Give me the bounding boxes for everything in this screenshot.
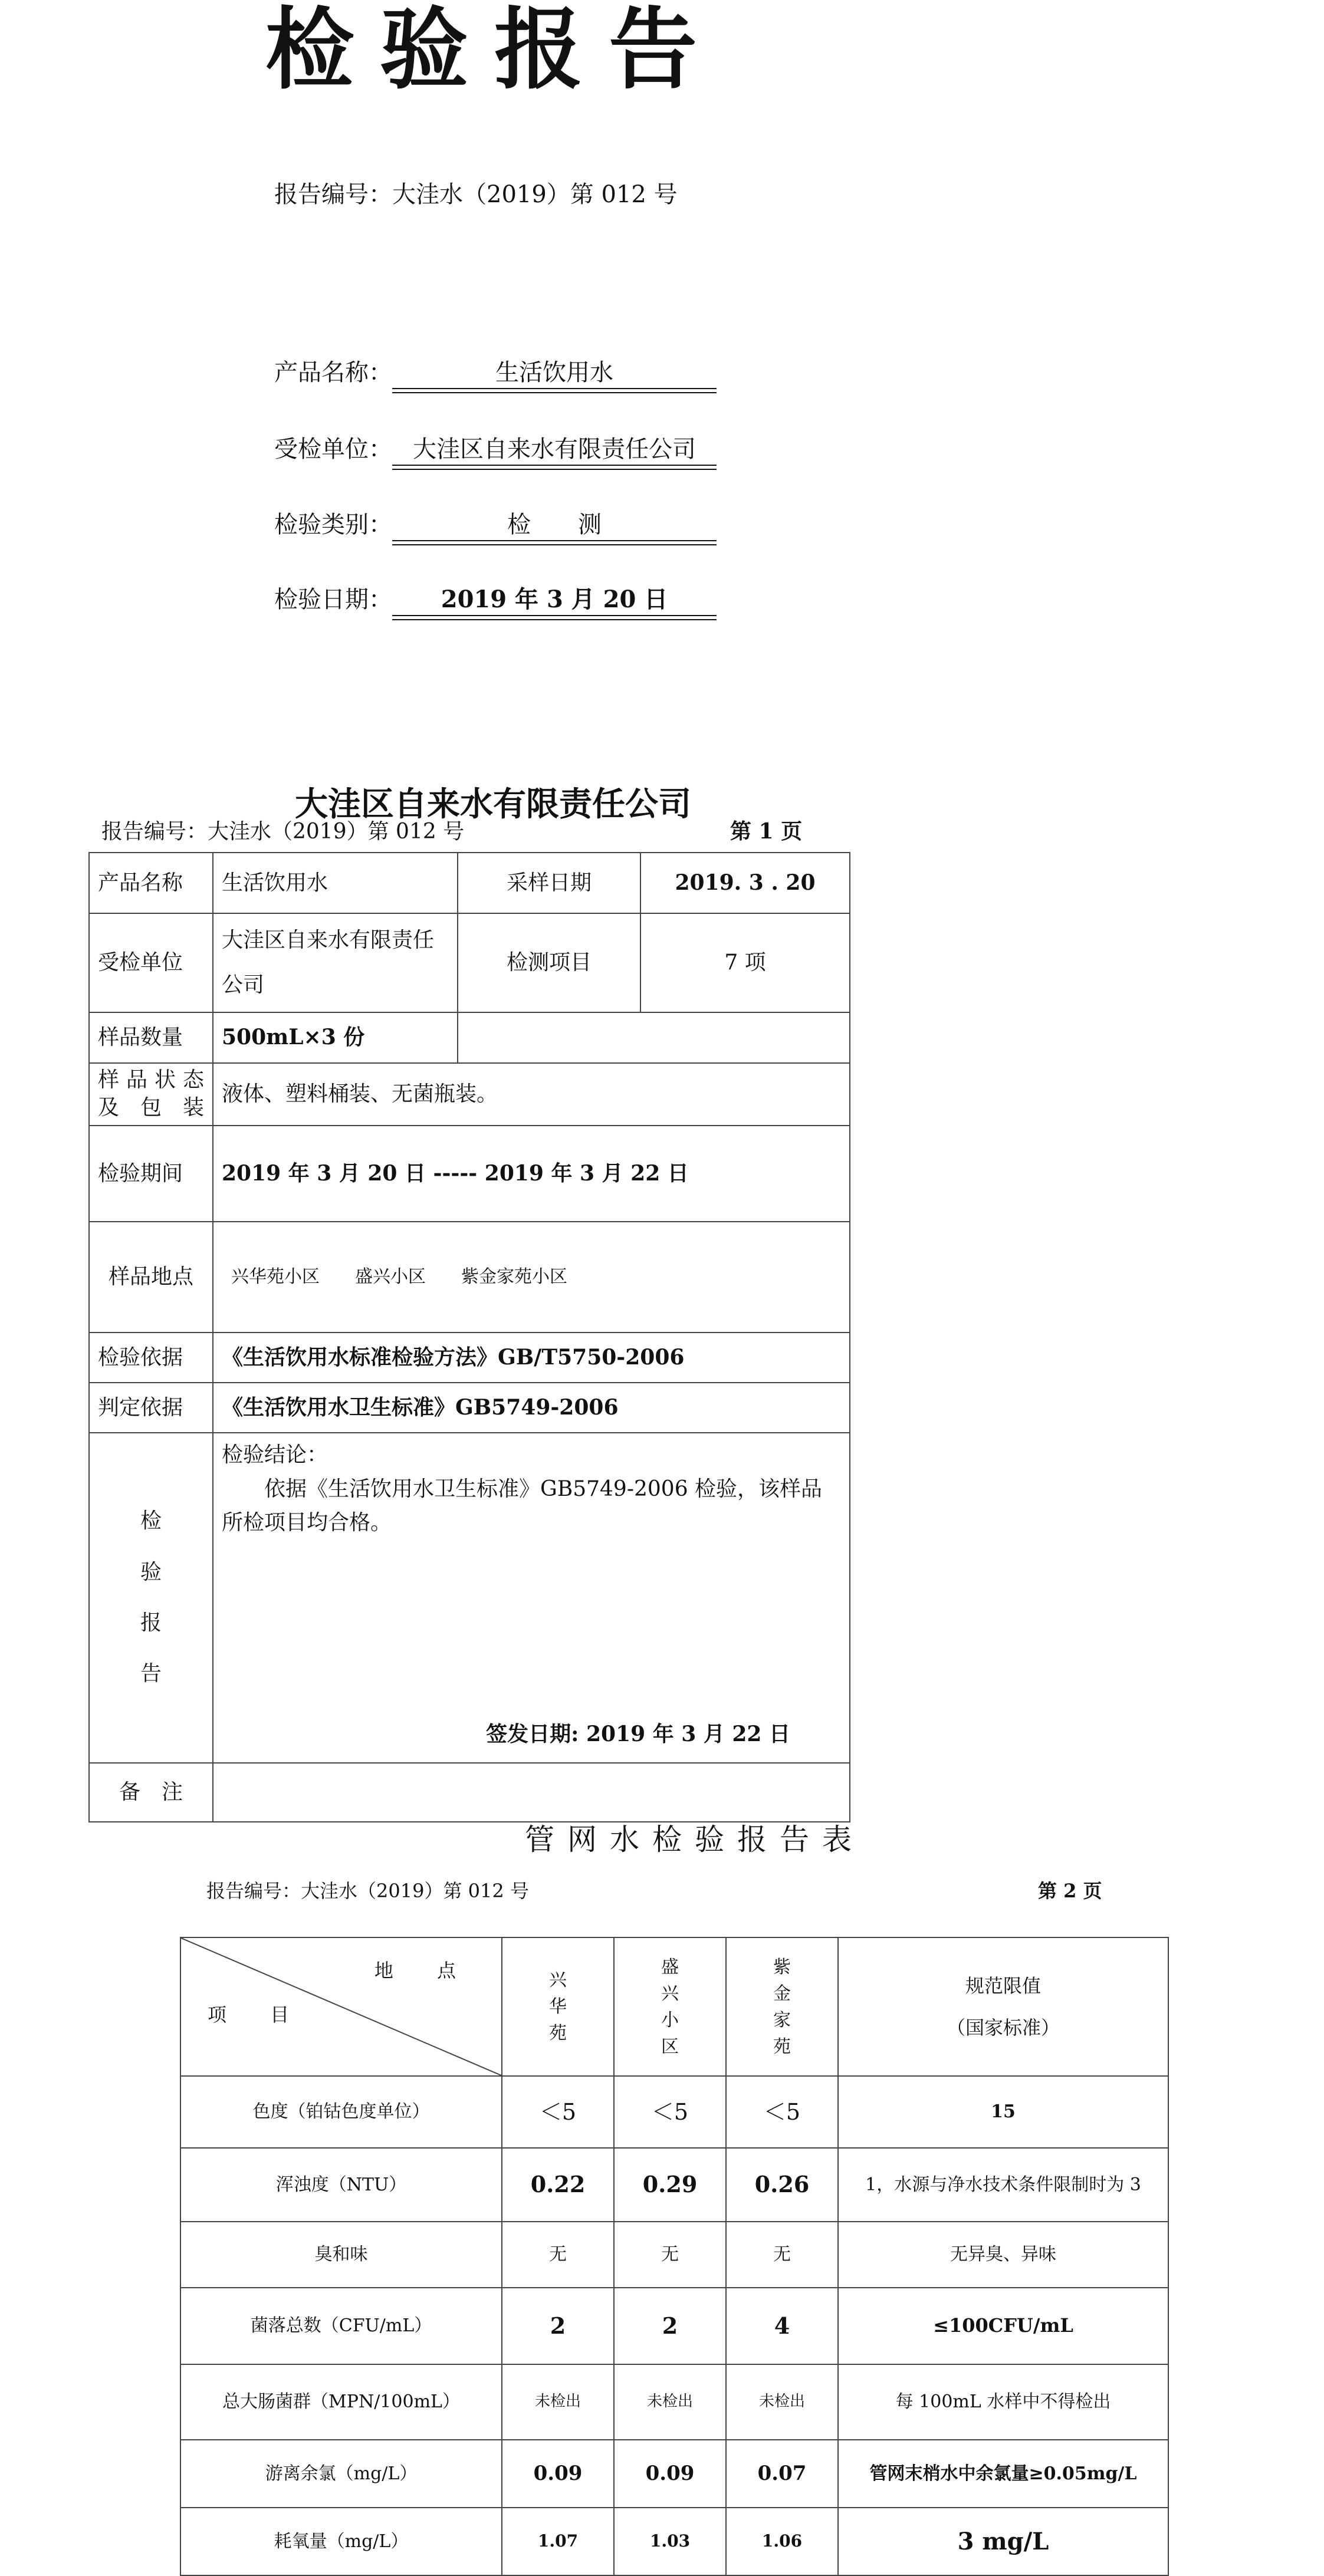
items-value: 7 项 xyxy=(640,913,850,1012)
sample-date-label: 采样日期 xyxy=(458,853,640,913)
report-char: 告 xyxy=(140,1662,162,1686)
site-values xyxy=(213,1222,850,1333)
items-label: 检测项目 xyxy=(458,913,640,1012)
judge-value: 《生活饮用水卫生标准》GB5749-2006 xyxy=(213,1383,850,1433)
state-label: 样 品 状 态 及 包 装 xyxy=(89,1063,213,1126)
page2-page-number: 第 2 页 xyxy=(1038,1880,1102,1902)
empty-cell xyxy=(458,1012,850,1063)
cover-field-unit xyxy=(274,430,717,468)
limit-cell: ≤100CFU/mL xyxy=(838,2288,1168,2364)
value-cell: 0.29 xyxy=(614,2148,726,2222)
page1-report-number: 报告编号：大洼水（2019）第 012 号 xyxy=(101,820,465,844)
issue-date: 签发日期: 2019 年 3 月 22 日 xyxy=(486,1722,790,1747)
value-cell: ＜5 xyxy=(502,2076,614,2148)
report-char: 报 xyxy=(140,1611,162,1635)
value-cell: ＜5 xyxy=(726,2076,838,2148)
item-name: 色度（铂钴色度单位） xyxy=(180,2076,502,2148)
report-char: 验 xyxy=(140,1560,162,1584)
item-name: 浑浊度（NTU） xyxy=(180,2148,502,2222)
item-name: 游离余氯（mg/L） xyxy=(180,2440,502,2508)
value-cell: 无 xyxy=(726,2222,838,2288)
site-char: 苑 xyxy=(773,2036,791,2057)
value-cell: 未检出 xyxy=(614,2364,726,2440)
item-name: 耗氧量（mg/L） xyxy=(180,2508,502,2575)
value-cell: 2 xyxy=(614,2288,726,2364)
limit-cell: 3 mg/L xyxy=(838,2508,1168,2575)
value-cell: 未检出 xyxy=(502,2364,614,2440)
value-cell: 0.09 xyxy=(614,2440,726,2508)
unit-label: 受检单位 xyxy=(89,913,213,1012)
limit-cell: 管网末梢水中余氯量≥0.05mg/L xyxy=(838,2440,1168,2508)
header-limit xyxy=(838,1937,1168,2076)
conclusion-title: 检验结论： xyxy=(222,1443,328,1467)
field-value: 检 测 xyxy=(392,506,717,543)
header-item: 项 目 xyxy=(208,2003,308,2026)
header-site-1 xyxy=(502,1937,614,2076)
quantity-value: 500mL×3 份 xyxy=(213,1012,458,1063)
page1-page-number: 第 1 页 xyxy=(730,819,803,844)
limit-cell: 无异臭、异味 xyxy=(838,2222,1168,2288)
value-cell: 0.22 xyxy=(502,2148,614,2222)
limit-title: 规范限值 xyxy=(965,1975,1041,1998)
table-row xyxy=(180,2364,1168,2440)
water-report-title: 管网水检验报告表 xyxy=(525,1822,865,1857)
value-cell: 1.06 xyxy=(726,2508,838,2575)
value-cell: 2 xyxy=(502,2288,614,2364)
cover-field-product xyxy=(274,354,717,391)
item-name: 菌落总数（CFU/mL） xyxy=(180,2288,502,2364)
site-char: 兴 xyxy=(661,1983,679,2004)
table-row xyxy=(180,2148,1168,2222)
value-cell: 无 xyxy=(502,2222,614,2288)
remark-value xyxy=(213,1763,850,1822)
unit-value: 大洼区自来水有限责任公司 xyxy=(213,913,458,1012)
site-char: 小 xyxy=(661,2009,679,2031)
site-label: 样品地点 xyxy=(89,1222,213,1333)
value-cell: 4 xyxy=(726,2288,838,2364)
item-name: 臭和味 xyxy=(180,2222,502,2288)
limit-cell: 15 xyxy=(838,2076,1168,2148)
value-cell: 未检出 xyxy=(726,2364,838,2440)
basis-value: 《生活饮用水标准检验方法》GB/T5750-2006 xyxy=(213,1333,850,1383)
header-site-3 xyxy=(726,1937,838,2076)
field-label: 检验类别： xyxy=(274,511,392,538)
limit-subtitle: （国家标准） xyxy=(946,2016,1060,2039)
field-label: 受检单位： xyxy=(274,436,392,463)
table-row xyxy=(180,2288,1168,2364)
period-label: 检验期间 xyxy=(89,1126,213,1222)
site-char: 盛 xyxy=(661,1956,679,1978)
report-section-label xyxy=(89,1433,213,1763)
field-value: 2019 年 3 月 20 日 xyxy=(392,581,717,618)
header-site-2 xyxy=(614,1937,726,2076)
value-cell: 1.03 xyxy=(614,2508,726,2575)
table-row xyxy=(180,2508,1168,2575)
sample-date-value: 2019. 3 . 20 xyxy=(640,853,850,913)
limit-cell: 1，水源与净水技术条件限制时为 3 xyxy=(838,2148,1168,2222)
cover-field-category xyxy=(274,506,717,543)
site-char: 家 xyxy=(773,2009,791,2031)
report-number-value: 大洼水（2019）第 012 号 xyxy=(392,181,678,208)
report-char: 检 xyxy=(140,1509,162,1534)
report-number-label: 报告编号： xyxy=(274,181,392,208)
product-label: 产品名称 xyxy=(89,853,213,913)
period-value: 2019 年 3 月 20 日 ----- 2019 年 3 月 22 日 xyxy=(213,1126,850,1222)
site-char: 华 xyxy=(549,1996,567,2017)
site-char: 区 xyxy=(661,2036,679,2057)
site-char: 兴 xyxy=(549,1970,567,1991)
field-label: 检验日期： xyxy=(274,586,392,613)
site-item: 盛兴小区 xyxy=(355,1266,426,1287)
value-cell: 0.26 xyxy=(726,2148,838,2222)
table-row xyxy=(180,2440,1168,2508)
remark-label: 备 注 xyxy=(89,1763,213,1822)
product-value: 生活饮用水 xyxy=(213,853,458,913)
conclusion-cell xyxy=(213,1433,850,1763)
page2-report-number: 报告编号：大洼水（2019）第 012 号 xyxy=(206,1880,529,1902)
table-row xyxy=(180,2076,1168,2148)
site-char: 紫 xyxy=(773,1956,791,1978)
field-value: 大洼区自来水有限责任公司 xyxy=(392,430,717,468)
basis-label: 检验依据 xyxy=(89,1333,213,1383)
site-char: 苑 xyxy=(549,2023,567,2044)
limit-cell: 每 100mL 水样中不得检出 xyxy=(838,2364,1168,2440)
item-name: 总大肠菌群（MPN/100mL） xyxy=(180,2364,502,2440)
state-value: 液体、塑料桶装、无菌瓶装。 xyxy=(213,1063,850,1126)
site-item: 兴华苑小区 xyxy=(231,1266,320,1287)
value-cell: 1.07 xyxy=(502,2508,614,2575)
value-cell: ＜5 xyxy=(614,2076,726,2148)
field-label: 产品名称： xyxy=(274,359,392,386)
site-item: 紫金家苑小区 xyxy=(461,1266,567,1287)
cover-field-date xyxy=(274,581,717,618)
table-row xyxy=(180,2222,1168,2288)
company-name: 大洼区自来水有限责任公司 xyxy=(295,785,691,824)
judge-label: 判定依据 xyxy=(89,1383,213,1433)
conclusion-text: 依据《生活饮用水卫生标准》GB5749-2006 检验，该样品所检项目均合格。 xyxy=(222,1476,823,1535)
inspection-summary-table xyxy=(88,852,850,1822)
value-cell: 0.09 xyxy=(502,2440,614,2508)
cover-report-number xyxy=(274,176,678,209)
report-title: 检验报告 xyxy=(265,0,724,101)
value-cell: 无 xyxy=(614,2222,726,2288)
header-place: 地 点 xyxy=(374,1959,475,1982)
header-corner xyxy=(180,1937,502,2076)
water-test-table xyxy=(180,1937,1169,2576)
field-value: 生活饮用水 xyxy=(392,354,717,391)
site-char: 金 xyxy=(773,1983,791,2004)
value-cell: 0.07 xyxy=(726,2440,838,2508)
quantity-label: 样品数量 xyxy=(89,1012,213,1063)
